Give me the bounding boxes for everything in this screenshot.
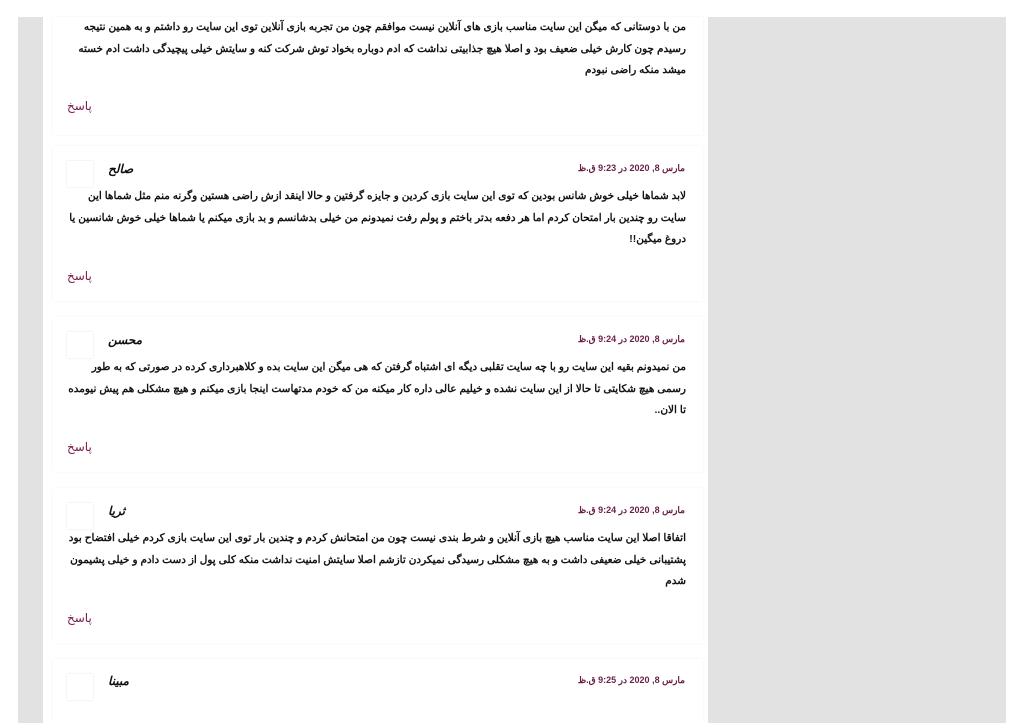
comment-author: مبینا xyxy=(108,674,129,688)
reply-link[interactable]: پاسخ xyxy=(67,611,92,625)
avatar xyxy=(67,161,93,187)
comment-text: اتفاقا اصلا این سایت مناسب هیچ بازی آنلاین و شرط بندی نیست چون من امتحانش کردم و چندین بار توی این سایت بازی کردم خیلی افتضاح بود پشتیبانی خیلی ضعیفی داشت و به هیچ مشکلی رسیدگی نمیکردن تازشم اصلا سایتش امنیت نداشت منکه کلی پول از دست دادم و خیلی پشیمون شدم xyxy=(68,532,686,587)
comment-date[interactable]: مارس 8, 2020 در 9:24 ق.ظ xyxy=(577,334,685,344)
comment-card xyxy=(53,17,703,135)
reply-link[interactable]: پاسخ xyxy=(67,440,92,454)
comment-card xyxy=(53,317,703,472)
comment-card xyxy=(53,146,703,301)
sidebar xyxy=(708,17,1006,723)
avatar xyxy=(67,332,93,358)
avatar xyxy=(67,674,93,700)
comment-card xyxy=(53,659,703,723)
comment-text: من با دوستانی که میگن این سایت مناسب بازی های آنلاین نیست موافقم چون من تجربه بازی آنلاین توی این سایت رو داشتم و به همین نتیجه رسیدم چون کارش خیلی ضعیف بود و اصلا هیچ جذابیتی نداشت که ادم دوباره بخواد توش شرکت کنه و سایتش خیلی پیچیدگی داشت ادم خسته میشد منکه راضی نبودم xyxy=(78,21,686,76)
comment-date[interactable]: مارس 8, 2020 در 9:25 ق.ظ xyxy=(577,675,685,685)
reply-link[interactable]: پاسخ xyxy=(67,99,92,113)
avatar xyxy=(67,503,93,529)
comment-author: ثریا xyxy=(108,504,125,518)
comment-text: من نمیدونم بقیه این سایت رو با چه سایت تقلبی دیگه ای اشتباه گرفتن که هی میگن این سایت بده و کلاهبرداری کرده در صورتی که به طور رسمی هیچ شکایتی تا حالا از این سایت نشده و خیلیم عالی داره کار میکنه من که خودم مدتهاست اینجا بازی میکنم و هیچ مشکلی هم پیش نیومده تا الان.. xyxy=(68,361,686,416)
comment-author: صالح xyxy=(108,162,134,176)
comment-date[interactable]: مارس 8, 2020 در 9:23 ق.ظ xyxy=(577,163,685,173)
comment-date[interactable]: مارس 8, 2020 در 9:24 ق.ظ xyxy=(577,505,685,515)
comment-text: لابد شماها خیلی خوش شانس بودین که توی این سایت بازی کردین و جایزه گرفتین و حالا اینقد ازش راضی هستین وگرنه منم مثل شماها این سایت رو چندین بار امتحان کردم اما هر دفعه بدتر باختم و پولم رفت نمیدونم من خیلی بدشانسم و بد بازی میکنم یا شماها خیلی خوش شانسین یا دروغ میگین!! xyxy=(69,190,686,245)
reply-link[interactable]: پاسخ xyxy=(67,269,92,283)
comment-card xyxy=(53,488,703,643)
comment-author: محسن xyxy=(108,333,143,347)
